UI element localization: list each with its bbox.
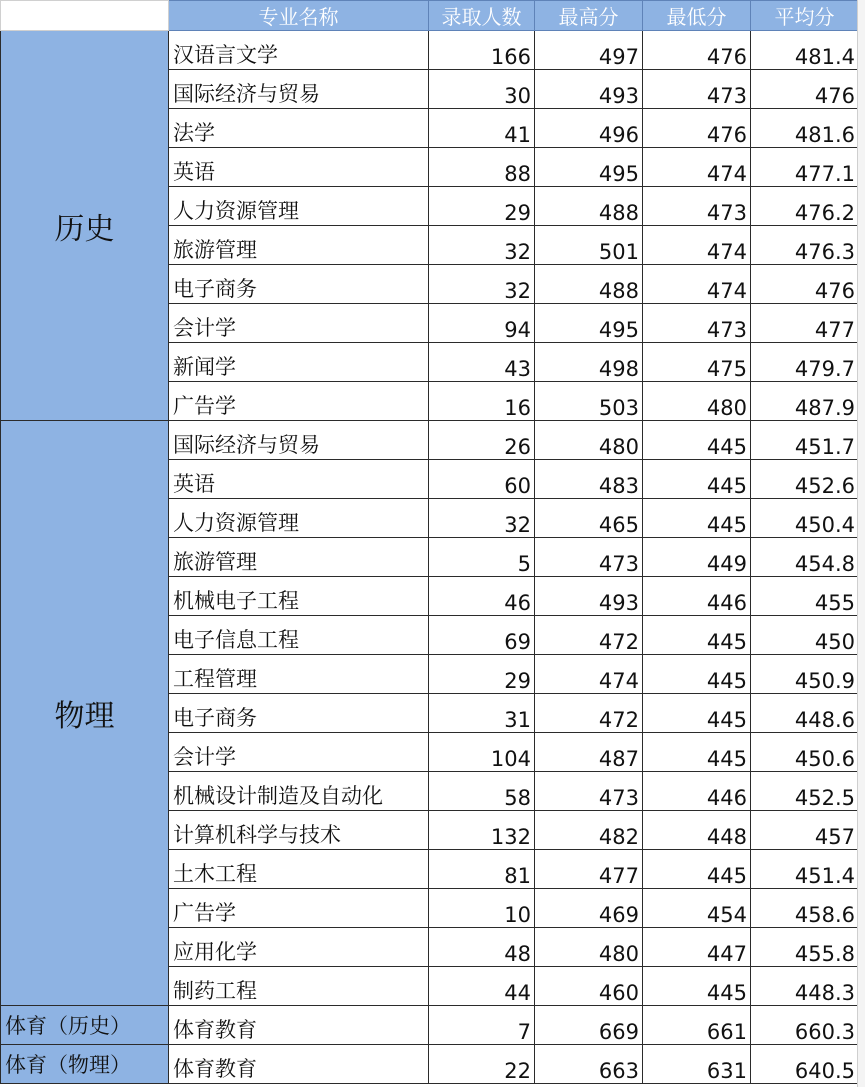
highest-cell[interactable]: 472 [535,616,643,655]
admitted-cell[interactable]: 32 [429,265,535,304]
admitted-cell[interactable]: 32 [429,226,535,265]
average-cell[interactable]: 450.4 [751,499,859,538]
admitted-cell[interactable]: 132 [429,811,535,850]
highest-cell[interactable]: 663 [535,1045,643,1084]
major-name-cell[interactable]: 机械电子工程 [169,577,429,616]
highest-cell[interactable]: 495 [535,148,643,187]
average-cell[interactable]: 479.7 [751,343,859,382]
average-cell[interactable]: 450.6 [751,733,859,772]
admitted-cell[interactable]: 104 [429,733,535,772]
average-cell[interactable]: 481.6 [751,109,859,148]
highest-cell[interactable]: 501 [535,226,643,265]
highest-cell[interactable]: 469 [535,889,643,928]
major-name-cell[interactable]: 制药工程 [169,967,429,1006]
average-cell[interactable]: 481.4 [751,31,859,70]
admitted-cell[interactable]: 44 [429,967,535,1006]
lowest-cell[interactable]: 446 [643,772,751,811]
admitted-cell[interactable]: 88 [429,148,535,187]
highest-cell[interactable]: 487 [535,733,643,772]
average-cell[interactable]: 476 [751,70,859,109]
highest-cell[interactable]: 495 [535,304,643,343]
average-cell[interactable]: 458.6 [751,889,859,928]
admitted-cell[interactable]: 46 [429,577,535,616]
table-row [1,421,859,460]
highest-cell[interactable]: 488 [535,265,643,304]
highest-cell[interactable]: 483 [535,460,643,499]
lowest-cell[interactable]: 445 [643,460,751,499]
highest-cell[interactable]: 460 [535,967,643,1006]
admitted-cell[interactable]: 81 [429,850,535,889]
lowest-cell[interactable]: 661 [643,1006,751,1045]
lowest-cell[interactable]: 445 [643,421,751,460]
highest-cell[interactable]: 473 [535,538,643,577]
major-name-cell[interactable]: 计算机科学与技术 [169,811,429,850]
admitted-cell[interactable]: 26 [429,421,535,460]
major-name-cell[interactable]: 电子商务 [169,265,429,304]
major-name-cell[interactable]: 工程管理 [169,655,429,694]
table-row [1,31,859,70]
highest-cell[interactable]: 477 [535,850,643,889]
lowest-cell[interactable]: 474 [643,148,751,187]
major-name-cell[interactable]: 会计学 [169,733,429,772]
average-cell[interactable]: 450 [751,616,859,655]
group-label-cell[interactable]: 历史 [1,31,169,421]
highest-cell[interactable]: 498 [535,343,643,382]
average-cell[interactable]: 487.9 [751,382,859,421]
average-cell[interactable]: 452.5 [751,772,859,811]
lowest-cell[interactable]: 473 [643,70,751,109]
lowest-cell[interactable]: 480 [643,382,751,421]
average-cell[interactable]: 477 [751,304,859,343]
group-label-cell[interactable]: 体育（物理） [1,1045,169,1084]
header-major[interactable]: 专业名称 [169,1,429,31]
average-cell[interactable]: 450.9 [751,655,859,694]
lowest-cell[interactable]: 631 [643,1045,751,1084]
header-stub-cell[interactable] [1,1,169,31]
average-cell[interactable]: 640.5 [751,1045,859,1084]
lowest-cell[interactable]: 447 [643,928,751,967]
admitted-cell[interactable]: 22 [429,1045,535,1084]
highest-cell[interactable]: 493 [535,70,643,109]
major-name-cell[interactable]: 广告学 [169,889,429,928]
major-name-cell[interactable]: 法学 [169,109,429,148]
table-row [1,1006,859,1045]
highest-cell[interactable]: 465 [535,499,643,538]
highest-cell[interactable]: 497 [535,31,643,70]
highest-cell[interactable]: 482 [535,811,643,850]
average-cell[interactable]: 451.4 [751,850,859,889]
lowest-cell[interactable]: 454 [643,889,751,928]
lowest-cell[interactable]: 476 [643,31,751,70]
lowest-cell[interactable]: 445 [643,499,751,538]
lowest-cell[interactable]: 475 [643,343,751,382]
admitted-cell[interactable]: 43 [429,343,535,382]
major-name-cell[interactable]: 机械设计制造及自动化 [169,772,429,811]
highest-cell[interactable]: 493 [535,577,643,616]
header-lowest[interactable]: 最低分 [643,1,751,31]
admitted-cell[interactable]: 31 [429,694,535,733]
admitted-cell[interactable]: 30 [429,70,535,109]
highest-cell[interactable]: 480 [535,421,643,460]
admitted-cell[interactable]: 7 [429,1006,535,1045]
admitted-cell[interactable]: 29 [429,655,535,694]
admitted-cell[interactable]: 10 [429,889,535,928]
highest-cell[interactable]: 496 [535,109,643,148]
lowest-cell[interactable]: 445 [643,967,751,1006]
average-cell[interactable]: 476.3 [751,226,859,265]
major-name-cell[interactable]: 土木工程 [169,850,429,889]
average-cell[interactable]: 448.3 [751,967,859,1006]
lowest-cell[interactable]: 473 [643,304,751,343]
major-name-cell[interactable]: 应用化学 [169,928,429,967]
major-name-cell[interactable]: 会计学 [169,304,429,343]
admitted-cell[interactable]: 29 [429,187,535,226]
lowest-cell[interactable]: 448 [643,811,751,850]
average-cell[interactable]: 455.8 [751,928,859,967]
major-name-cell[interactable]: 英语 [169,148,429,187]
admitted-cell[interactable]: 5 [429,538,535,577]
admitted-cell[interactable]: 32 [429,499,535,538]
table-body [1,31,859,1084]
major-name-cell[interactable]: 体育教育 [169,1006,429,1045]
header-average[interactable]: 平均分 [751,1,859,31]
admitted-cell[interactable]: 166 [429,31,535,70]
highest-cell[interactable]: 472 [535,694,643,733]
average-cell[interactable]: 660.3 [751,1006,859,1045]
average-cell[interactable]: 455 [751,577,859,616]
major-name-cell[interactable]: 电子商务 [169,694,429,733]
lowest-cell[interactable]: 445 [643,616,751,655]
major-name-cell[interactable]: 广告学 [169,382,429,421]
admitted-cell[interactable]: 94 [429,304,535,343]
major-name-cell[interactable]: 英语 [169,460,429,499]
admitted-cell[interactable]: 69 [429,616,535,655]
lowest-cell[interactable]: 474 [643,265,751,304]
lowest-cell[interactable]: 476 [643,109,751,148]
next-column-edge [857,0,865,1087]
group-label-cell[interactable]: 体育（历史） [1,1006,169,1045]
highest-cell[interactable]: 503 [535,382,643,421]
lowest-cell[interactable]: 445 [643,694,751,733]
admitted-cell[interactable]: 58 [429,772,535,811]
major-name-cell[interactable]: 人力资源管理 [169,499,429,538]
major-name-cell[interactable]: 旅游管理 [169,538,429,577]
average-cell[interactable]: 457 [751,811,859,850]
average-cell[interactable]: 451.7 [751,421,859,460]
major-name-cell[interactable]: 电子信息工程 [169,616,429,655]
table-row [1,1045,859,1084]
highest-cell[interactable]: 473 [535,772,643,811]
average-cell[interactable]: 476.2 [751,187,859,226]
admitted-cell[interactable]: 60 [429,460,535,499]
major-name-cell[interactable]: 体育教育 [169,1045,429,1084]
admitted-cell[interactable]: 48 [429,928,535,967]
lowest-cell[interactable]: 449 [643,538,751,577]
lowest-cell[interactable]: 445 [643,850,751,889]
lowest-cell[interactable]: 473 [643,187,751,226]
highest-cell[interactable]: 480 [535,928,643,967]
major-name-cell[interactable]: 新闻学 [169,343,429,382]
highest-cell[interactable]: 488 [535,187,643,226]
average-cell[interactable]: 454.8 [751,538,859,577]
header-highest[interactable]: 最高分 [535,1,643,31]
average-cell[interactable]: 476 [751,265,859,304]
lowest-cell[interactable]: 446 [643,577,751,616]
header-admitted[interactable]: 录取人数 [429,1,535,31]
admitted-cell[interactable]: 41 [429,109,535,148]
major-name-cell[interactable]: 国际经济与贸易 [169,421,429,460]
major-name-cell[interactable]: 旅游管理 [169,226,429,265]
header-row [1,1,859,31]
average-cell[interactable]: 452.6 [751,460,859,499]
admitted-cell[interactable]: 16 [429,382,535,421]
major-name-cell[interactable]: 人力资源管理 [169,187,429,226]
average-cell[interactable]: 477.1 [751,148,859,187]
highest-cell[interactable]: 474 [535,655,643,694]
lowest-cell[interactable]: 445 [643,733,751,772]
major-name-cell[interactable]: 国际经济与贸易 [169,70,429,109]
highest-cell[interactable]: 669 [535,1006,643,1045]
major-name-cell[interactable]: 汉语言文学 [169,31,429,70]
lowest-cell[interactable]: 445 [643,655,751,694]
group-label-cell[interactable]: 物理 [1,421,169,1006]
average-cell[interactable]: 448.6 [751,694,859,733]
lowest-cell[interactable]: 474 [643,226,751,265]
